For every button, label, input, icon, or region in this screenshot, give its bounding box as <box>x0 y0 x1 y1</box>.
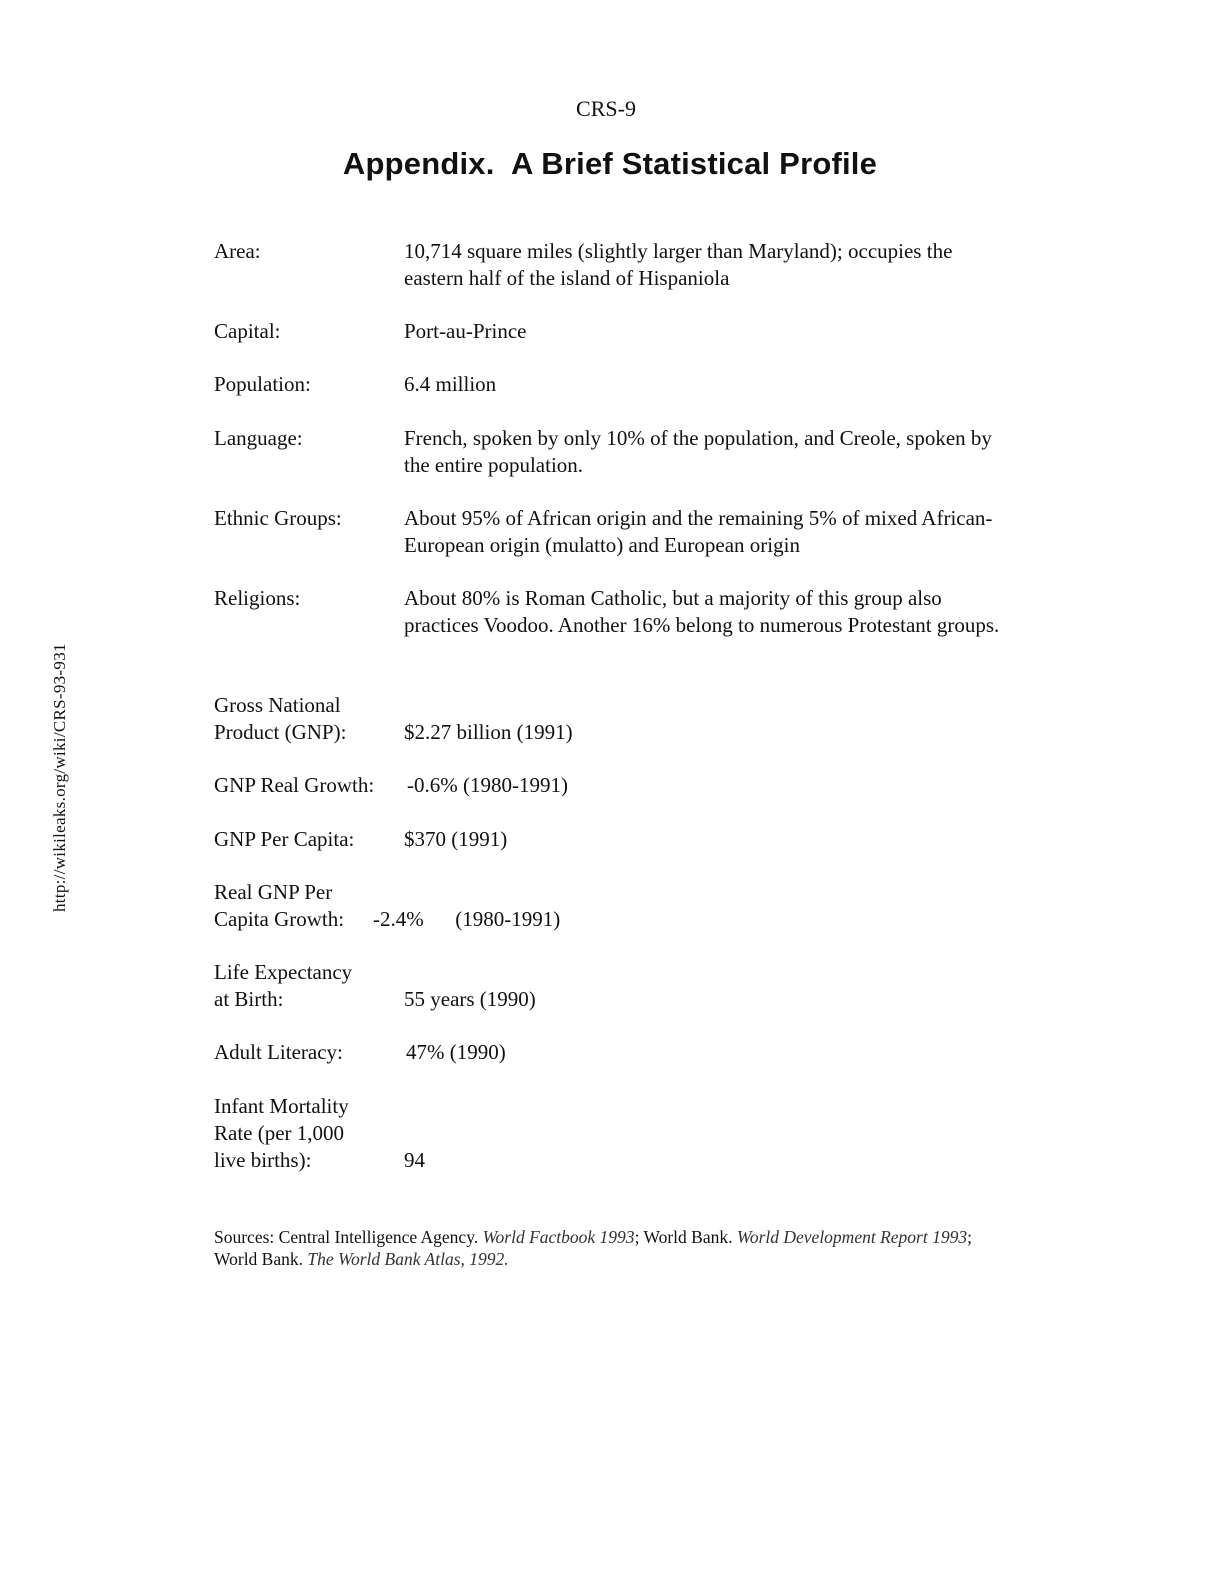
entry-label-gnp-line2: Product (GNP): <box>214 720 347 744</box>
entry-label-adult-literacy: Adult Literacy: <box>214 1040 343 1064</box>
sources-title-world-factbook: World Factbook 1993 <box>482 1227 635 1247</box>
entry-label-real-gnp-line2: Capita Growth: <box>214 907 345 931</box>
entry-label-infant-mortality-line1: Infant Mortality <box>214 1094 349 1118</box>
sources-title-world-development-report: World Development Report 1993 <box>736 1227 968 1247</box>
entry-value-life-expectancy: 55 years (1990) <box>404 987 536 1011</box>
entry-label-ethnic-groups: Ethnic Groups: <box>214 506 342 530</box>
sources-prefix: Sources: Central Intelligence Agency. <box>214 1227 483 1247</box>
entry-label-capital: Capital: <box>214 319 281 343</box>
entry-value-adult-literacy: 47% (1990) <box>406 1040 506 1064</box>
entry-value-gnp: $2.27 billion (1991) <box>404 720 573 744</box>
entry-label-gnp-line1: Gross National <box>214 693 341 717</box>
entry-value-gnp-real-growth: -0.6% (1980-1991) <box>407 773 568 797</box>
sources-note <box>214 1226 1004 1270</box>
entry-label-life-expectancy-line1: Life Expectancy <box>214 960 353 984</box>
entry-label-gnp-real-growth: GNP Real Growth: <box>214 773 375 797</box>
entry-label-infant-mortality-line2: Rate (per 1,000 <box>214 1121 345 1145</box>
page-title: Appendix. A Brief Statistical Profile <box>342 146 878 181</box>
entry-value-language: French, spoken by only 10% of the population, and Creole, spoken by the entire population. <box>404 426 992 477</box>
entry-label-infant-mortality-line3: live births): <box>214 1148 312 1172</box>
sources-separator-2: ; World Bank. <box>214 1227 972 1269</box>
entry-value-real-gnp-per-capita-growth: -2.4% (1980-1991) <box>373 907 561 931</box>
entry-label-religions: Religions: <box>214 586 301 610</box>
entry-label-life-expectancy-line2: at Birth: <box>214 987 284 1011</box>
entry-value-gnp-per-capita: $370 (1991) <box>404 827 508 851</box>
entry-value-infant-mortality: 94 <box>404 1148 425 1172</box>
sources-separator-1: ; World Bank. <box>634 1227 737 1247</box>
sources-title-world-bank-atlas: The World Bank Atlas, 1992. <box>307 1249 509 1269</box>
entry-value-ethnic-groups: About 95% of African origin and the remaining 5% of mixed African-European origin (mulatto) and European origin <box>404 506 993 557</box>
entry-label-gnp-per-capita: GNP Per Capita: <box>214 827 355 851</box>
page-number: CRS-9 <box>576 96 636 121</box>
entry-value-capital: Port-au-Prince <box>404 319 527 343</box>
entry-label-language: Language: <box>214 426 303 450</box>
entry-label-area: Area: <box>214 239 261 263</box>
entry-label-real-gnp-line1: Real GNP Per <box>214 880 333 904</box>
entry-value-population: 6.4 million <box>404 372 497 396</box>
entry-value-area: 10,714 square miles (slightly larger than Maryland); occupies the eastern half of the island of Hispaniola <box>404 239 953 290</box>
entry-label-population: Population: <box>214 372 311 396</box>
entry-value-religions: About 80% is Roman Catholic, but a majority of this group also practices Voodoo. Another 16% belong to numerous Protestant groups. <box>404 586 1000 637</box>
side-url: http://wikileaks.org/wiki/CRS-93-931 <box>50 643 69 912</box>
